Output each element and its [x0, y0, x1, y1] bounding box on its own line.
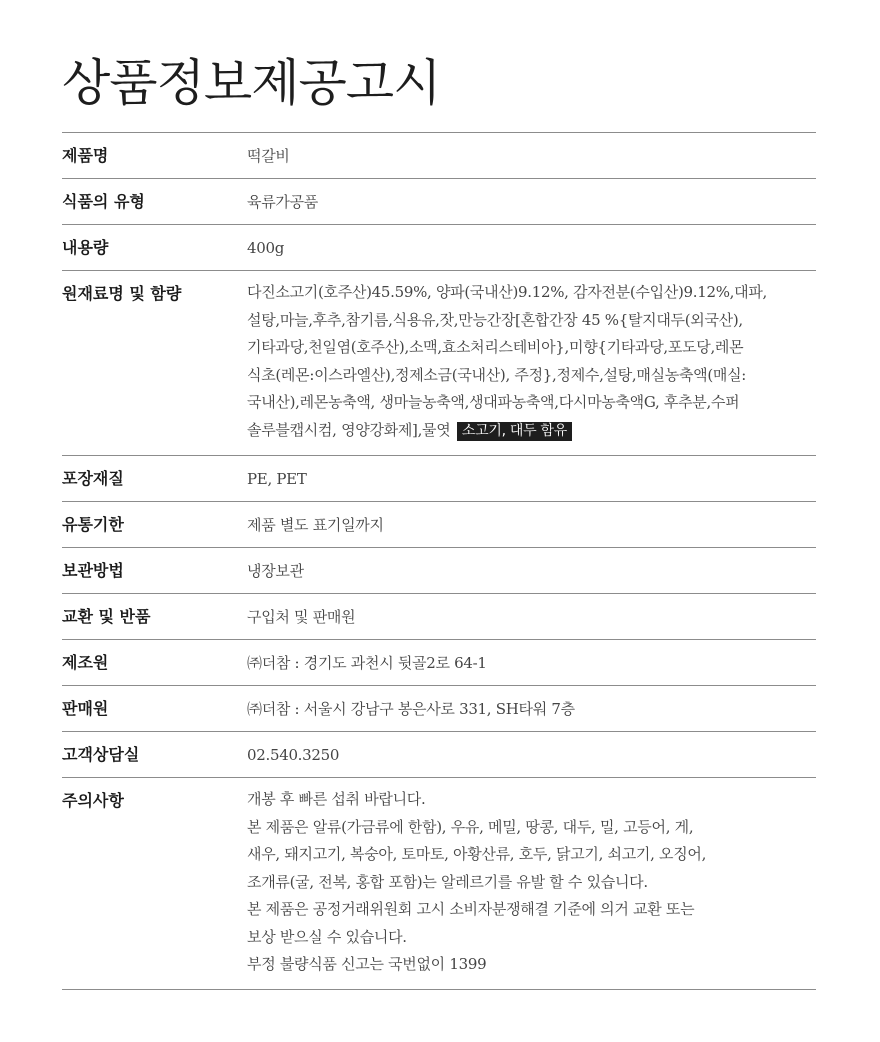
- allergen-badge: 소고기, 대두 함유: [457, 422, 572, 441]
- row-value: PE, PET: [247, 470, 307, 488]
- row-food-type: [62, 179, 816, 225]
- row-value: 02.540.3250: [247, 746, 340, 764]
- row-label: 유통기한: [62, 515, 124, 534]
- row-value: 육류가공품: [247, 193, 318, 211]
- row-value: 떡갈비: [247, 147, 290, 165]
- row-label: 주의사항: [62, 791, 124, 810]
- row-label: 내용량: [62, 238, 109, 257]
- row-manufacturer: [62, 640, 816, 686]
- row-expiration-date: [62, 502, 816, 548]
- row-customer-service: [62, 732, 816, 778]
- product-info-table: [62, 132, 816, 990]
- row-label: 제품명: [62, 146, 109, 165]
- row-label: 식품의 유형: [62, 192, 145, 211]
- row-value: ㈜더참 : 서울시 강남구 봉은사로 331, SH타워 7층: [247, 700, 575, 718]
- page-title: 상품정보제공고시: [62, 54, 441, 112]
- row-label: 보관방법: [62, 561, 124, 580]
- row-label: 제조원: [62, 653, 109, 672]
- row-packaging-material: [62, 456, 816, 502]
- precautions-line: 본 제품은 공정거래위원회 고시 소비자분쟁해결 기준에 의거 교환 또는: [247, 900, 695, 918]
- row-label: 판매원: [62, 699, 109, 718]
- precautions-line: 본 제품은 알류(가금류에 한함), 우유, 메밀, 땅콩, 대두, 밀, 고등어, 게,: [247, 817, 694, 836]
- ingredients-line: 다진소고기(호주산)45.59%, 양파(국내산)9.12%, 감자전분(수입산)9.12%,대파,: [247, 283, 768, 301]
- precautions-line: 새우, 돼지고기, 복숭아, 토마토, 아황산류, 호두, 닭고기, 쇠고기, 오징어,: [247, 845, 707, 863]
- precautions-text: [247, 778, 816, 989]
- row-label: 고객상담실: [62, 745, 140, 764]
- row-product-name: [62, 133, 816, 179]
- row-seller: [62, 686, 816, 732]
- row-precautions: [62, 778, 816, 990]
- ingredients-line: 국내산),레몬농축액, 생마늘농축액,생대파농축액,다시마농축액G, 후추분,수퍼: [247, 393, 740, 411]
- row-ingredients: [62, 271, 816, 456]
- ingredients-line: 기타과당,천일염(호주산),소맥,효소처리스테비아},미향{기타과당,포도당,레몬: [247, 338, 744, 356]
- precautions-line: 보상 받으실 수 있습니다.: [247, 927, 407, 946]
- row-value: 제품 별도 표기일까지: [247, 516, 384, 534]
- row-label: 원재료명 및 함량: [62, 284, 182, 303]
- ingredients-text: [247, 271, 816, 455]
- row-exchange-return: [62, 594, 816, 640]
- row-label: 교환 및 반품: [62, 607, 151, 626]
- row-value: 400g: [247, 239, 285, 257]
- row-value: 냉장보관: [247, 562, 304, 580]
- row-label: 포장재질: [62, 469, 124, 488]
- row-value: 구입처 및 판매원: [247, 608, 356, 626]
- row-content-amount: [62, 225, 816, 271]
- ingredients-line-text: 솔루블캡시컴, 영양강화제],물엿: [247, 420, 451, 439]
- ingredients-line: 식초(레몬:이스라엘산),정제소금(국내산), 주정},정제수,설탕,매실농축액(매실:: [247, 365, 747, 384]
- precautions-line: 개봉 후 빠른 섭취 바랍니다.: [247, 790, 426, 808]
- row-value: ㈜더참 : 경기도 과천시 뒷골2로 64-1: [247, 654, 487, 672]
- row-storage-method: [62, 548, 816, 594]
- precautions-line: 조개류(굴, 전복, 홍합 포함)는 알레르기를 유발 할 수 있습니다.: [247, 872, 648, 891]
- ingredients-line: 설탕,마늘,후추,참기름,식용유,잣,만능간장[혼합간장 45 %{탈지대두(외국산),: [247, 310, 743, 329]
- precautions-line: 부정 불량식품 신고는 국번없이 1399: [247, 955, 487, 973]
- ingredients-line-last: [247, 417, 816, 446]
